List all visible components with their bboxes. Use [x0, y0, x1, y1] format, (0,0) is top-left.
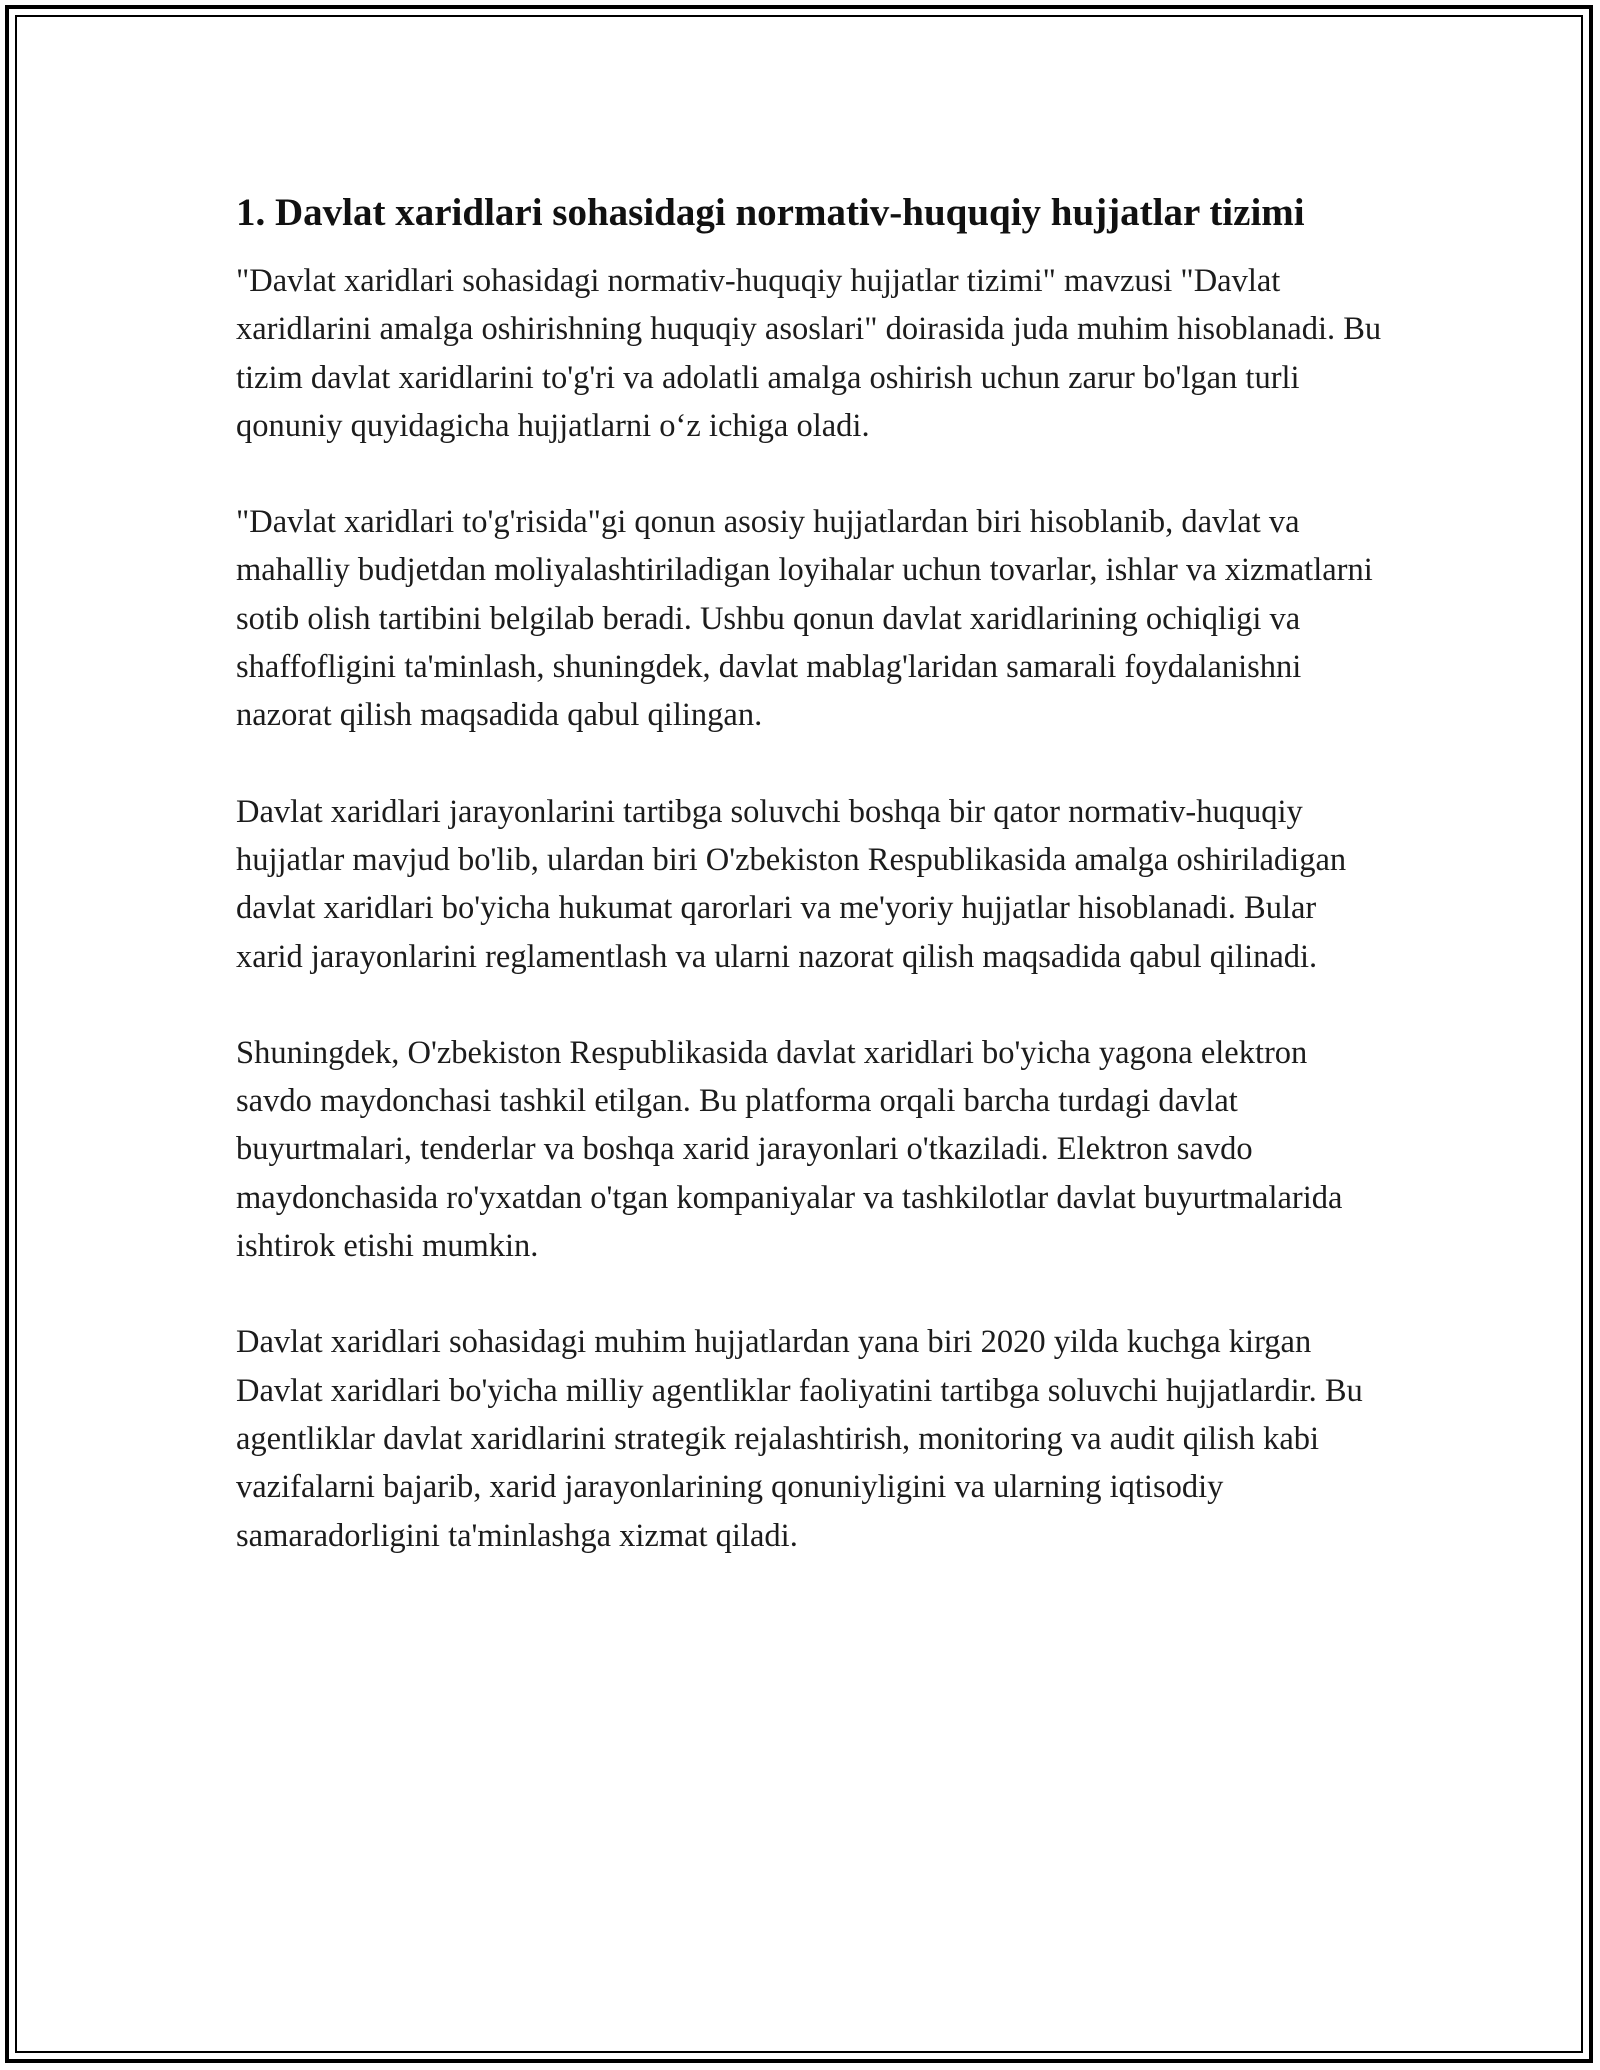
paragraph-government-regulations: Davlat xaridlari jarayonlarini tartibga soluvchi boshqa bir qator normativ-huquqiy hujjatlar mavjud bo'lib, ulardan biri O'zbekiston Respublikasida amalga oshiriladigan davlat xaridlari bo'yicha hukumat qarorlari va me'yoriy hujjatlar hisoblanadi. Bular xarid jarayonlarini reglamentlash va ularni nazorat qilish maqsadida qabul qilinadi.	[236, 793, 1347, 975]
document-body	[236, 186, 1386, 1608]
paragraph-procurement-law: "Davlat xaridlari to'g'risida"gi qonun asosiy hujjatlardan biri hisoblanib, davlat va mahalliy budjetdan moliyalashtiriladigan loyihalar uchun tovarlar, ishlar va xizmatlarni sotib olish tartibini belgilab beradi. Ushbu qonun davlat xaridlarining ochiqligi va shaffofligini ta'minlash, shuningdek, davlat mablag'laridan samarali foydalanishni nazorat qilish maqsadida qabul qilingan.	[236, 504, 1373, 734]
paragraph-national-agencies: Davlat xaridlari sohasidagi muhim hujjatlardan yana biri 2020 yilda kuchga kirgan Davlat xaridlari bo'yicha milliy agentliklar faoliyatini tartibga soluvchi hujjatlardir. Bu agentliklar davlat xaridlarini strategik rejalashtirish, monitoring va audit qilish kabi vazifalarni bajarib, xarid jarayonlarining qonuniyligini va ularning iqtisodiy samaradorligini ta'minlashga xizmat qiladi.	[236, 1324, 1363, 1554]
paragraph-intro: "Davlat xaridlari sohasidagi normativ-huquqiy hujjatlar tizimi" mavzusi "Davlat xaridlarini amalga oshirishning huquqiy asoslari" doirasida juda muhim hisoblanadi. Bu tizim davlat xaridlarini to'g'ri va adolatli amalga oshirish uchun zarur bo'lgan turli qonuniy quyidagicha hujjatlarni o‘z ichiga oladi.	[236, 263, 1382, 444]
section-heading: 1. Davlat xaridlari sohasidagi normativ-huquqiy hujjatlar tizimi	[236, 191, 1305, 234]
paragraph-electronic-platform: Shuningdek, O'zbekiston Respublikasida davlat xaridlari bo'yicha yagona elektron savdo maydonchasi tashkil etilgan. Bu platforma orqali barcha turdagi davlat buyurtmalari, tenderlar va boshqa xarid jarayonlari o'tkaziladi. Elektron savdo maydonchasida ro'yxatdan o'tgan kompaniyalar va tashkilotlar davlat buyurtmalarida ishtirok etishi mumkin.	[236, 1034, 1343, 1265]
